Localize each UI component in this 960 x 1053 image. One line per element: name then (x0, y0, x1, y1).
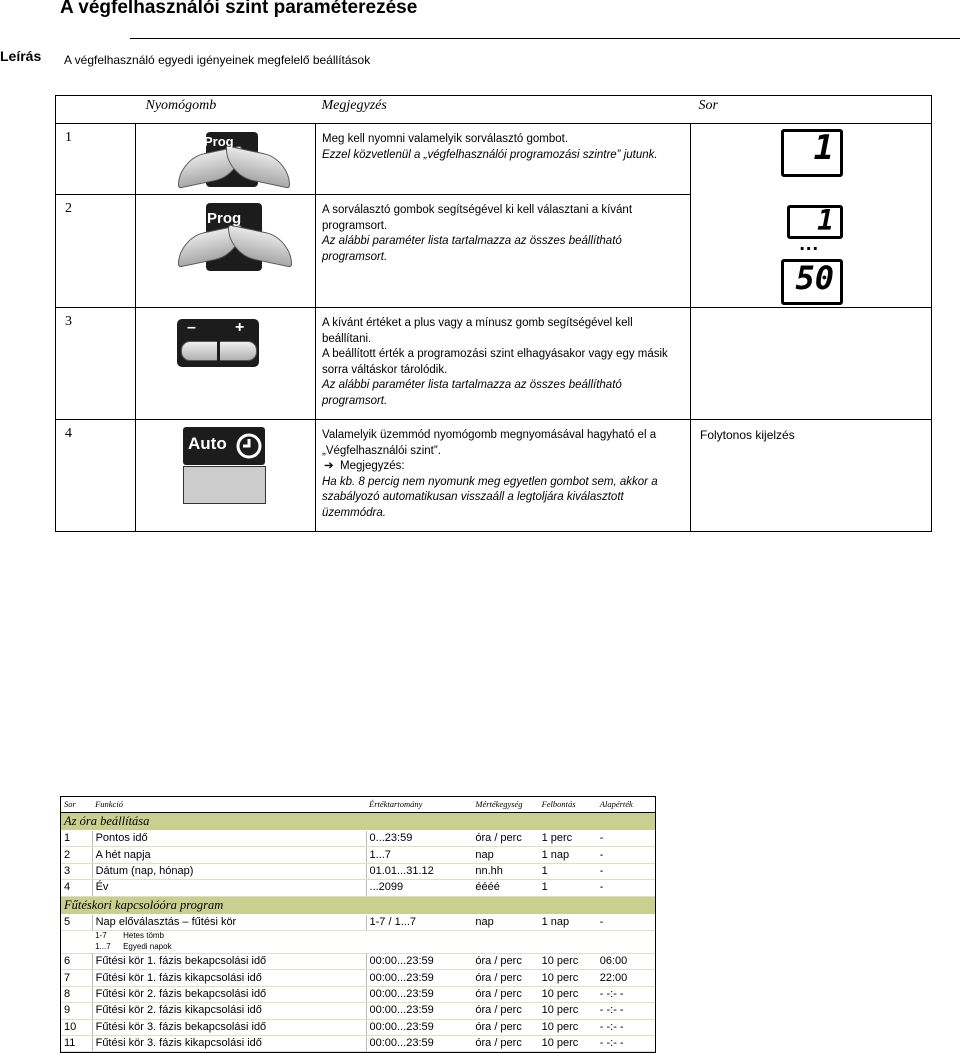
table-cell: 4 (61, 880, 92, 896)
table-cell: 1 perc (539, 831, 597, 847)
note-cell (316, 308, 691, 420)
lcd-dots: ... (799, 232, 819, 255)
title-divider (130, 38, 960, 39)
table-cell: Fűtési kör 1. fázis kikapcsolási idő (92, 970, 366, 986)
section-rows (61, 953, 655, 1051)
note-text: A kívánt értéket a plus vagy a mínusz gomb segítségével kell beállítani. (322, 317, 633, 345)
table-row (61, 986, 655, 1002)
prog-label: Prog (204, 134, 234, 149)
table-row (61, 847, 655, 863)
table-row (61, 863, 655, 879)
table-cell: - -:- - (597, 1019, 655, 1035)
table-cell: 2 (61, 847, 92, 863)
note-text-2: A beállított érték a programozási szint elhagyásakor vagy egy másik sorra váltáskor tárolódik. (322, 348, 668, 376)
table-cell: 00:00...23:59 (366, 986, 472, 1002)
table-cell: óra / perc (472, 1003, 538, 1019)
note-italic: Az alábbi paraméter lista tartalmazza az összes beállítható programsort. (322, 235, 622, 263)
arrow-icon: ➔ (324, 460, 334, 472)
button-cell (136, 308, 316, 420)
table-row (61, 970, 655, 986)
table-row (61, 831, 655, 847)
table-row: 5 Nap előválasztás – fűtési kör 1-7 / 1...7 nap 1 nap - (61, 914, 655, 930)
lcd-display-1: 1 (781, 129, 843, 177)
table-cell: 6 (61, 953, 92, 969)
table-row (61, 880, 655, 896)
auto-button-pad[interactable] (183, 466, 266, 504)
clock-icon (235, 432, 263, 460)
row-number: 1 (56, 124, 136, 195)
table-row (56, 195, 932, 308)
table-row (56, 124, 932, 195)
lcd-display-bottom: 50 (781, 259, 843, 305)
table-cell: 10 perc (539, 1035, 597, 1051)
table-cell: - (597, 880, 655, 896)
table-cell: óra / perc (472, 831, 538, 847)
prog-button[interactable] (176, 201, 286, 273)
procedure-table (55, 95, 932, 532)
table-cell: 00:00...23:59 (366, 1003, 472, 1019)
table-cell: 10 (61, 1019, 92, 1035)
table-cell: 00:00...23:59 (366, 1019, 472, 1035)
sor-cell (691, 124, 932, 195)
table-row (56, 420, 932, 532)
table-cell: óra / perc (472, 1019, 538, 1035)
table-cell: - (597, 847, 655, 863)
button-cell (136, 420, 316, 532)
table-header-row (56, 96, 932, 124)
table-cell: éééé (472, 880, 538, 896)
table-cell: 1 nap (539, 847, 597, 863)
table-cell: 1...7 (366, 847, 472, 863)
table-cell: - -:- - (597, 1035, 655, 1051)
table-cell: 10 perc (539, 986, 597, 1002)
note-cell (316, 420, 691, 532)
table-cell: 22:00 (597, 970, 655, 986)
prog-label: Prog (207, 210, 242, 227)
sub-row: 1-7 Hetes tömb (95, 931, 164, 941)
description-label: Leírás (0, 48, 42, 64)
table-cell: Fűtési kör 2. fázis kikapcsolási idő (92, 1003, 366, 1019)
plus-icon: + (235, 319, 245, 336)
section-header: Az óra beállítása (61, 813, 655, 831)
table-row (56, 308, 932, 420)
lcd-display-top: 1 (787, 205, 843, 239)
table-cell: 10 perc (539, 953, 597, 969)
header-megjegyzes: Megjegyzés (316, 96, 691, 124)
table-row (61, 1019, 655, 1035)
param-header-row: Sor Funkció Értéktartomány Mértékegység Felbontás Alapérték (61, 797, 655, 813)
table-cell: 00:00...23:59 (366, 970, 472, 986)
table-cell: Fűtési kör 3. fázis bekapcsolási idő (92, 1019, 366, 1035)
row-number: 4 (56, 420, 136, 532)
table-row (61, 1035, 655, 1051)
minus-icon: – (187, 319, 196, 336)
table-cell: óra / perc (472, 986, 538, 1002)
table-cell: Fűtési kör 1. fázis bekapcsolási idő (92, 953, 366, 969)
table-cell: 10 perc (539, 1003, 597, 1019)
table-cell: 1 (61, 831, 92, 847)
table-cell: 10 perc (539, 970, 597, 986)
table-cell: 1 (539, 863, 597, 879)
table-cell: 10 perc (539, 1019, 597, 1035)
note-text: Valamelyik üzemmód nyomógomb megnyomásával hagyható el a „Végfelhasználói szint”. (322, 429, 657, 457)
table-cell: Fűtési kör 2. fázis bekapcsolási idő (92, 986, 366, 1002)
table-cell: 06:00 (597, 953, 655, 969)
table-cell: - (597, 863, 655, 879)
table-cell: Pontos idő (92, 831, 366, 847)
description-text: A végfelhasználó egyedi igényeinek megfelelő beállítások (64, 53, 371, 67)
table-cell: 00:00...23:59 (366, 953, 472, 969)
plus-minus-button[interactable] (177, 319, 259, 367)
table-cell: 3 (61, 863, 92, 879)
table-cell: nn.hh (472, 863, 538, 879)
note-heading: Megjegyzés: (340, 460, 405, 472)
note-text: Meg kell nyomni valamelyik sorválasztó gombot. (322, 133, 569, 145)
note-italic: Ha kb. 8 percig nem nyomunk meg egyetlen gombot sem, akkor a szabályozó automatikusan visszaáll a legtoljára kiválasztott üzemmódra. (322, 475, 658, 519)
table-cell: 0...23:59 (366, 831, 472, 847)
table-cell: óra / perc (472, 953, 538, 969)
sor-cell (691, 195, 932, 308)
table-cell: 11 (61, 1035, 92, 1051)
table-cell: ...2099 (366, 880, 472, 896)
section-rows (61, 831, 655, 897)
table-cell: óra / perc (472, 1035, 538, 1051)
table-cell: - (597, 831, 655, 847)
header-sor: Sor (691, 96, 932, 124)
note-cell (316, 195, 691, 308)
table-cell: Fűtési kör 3. fázis kikapcsolási idő (92, 1035, 366, 1051)
row-number: 2 (56, 195, 136, 308)
table-cell: 01.01...31.12 (366, 863, 472, 879)
table-cell: 1 (539, 880, 597, 896)
note-italic: Ezzel közvetlenül a „végfelhasználói programozási szintre” jutunk. (322, 148, 658, 161)
table-cell: - -:- - (597, 986, 655, 1002)
parameter-table (60, 796, 656, 1053)
page-title: A végfelhasználói szint paraméterezése (60, 0, 418, 18)
table-cell: Dátum (nap, hónap) (92, 863, 366, 879)
table-row (61, 953, 655, 969)
auto-label: Auto (188, 434, 227, 453)
table-cell: - -:- - (597, 1003, 655, 1019)
sor-text: Folytonos kijelzés (691, 420, 932, 532)
note-text: A sorválasztó gombok segítségével ki kell választani a kívánt programsort. (322, 204, 633, 232)
table-cell: 7 (61, 970, 92, 986)
header-nyomogomb: Nyomógomb (136, 96, 316, 124)
auto-button[interactable] (183, 427, 265, 465)
table-cell: óra / perc (472, 970, 538, 986)
table-cell: nap (472, 847, 538, 863)
row-number: 3 (56, 308, 136, 420)
sor-cell (691, 308, 932, 420)
table-cell: A hét napja (92, 847, 366, 863)
table-cell: 00:00...23:59 (366, 1035, 472, 1051)
prog-button[interactable] (176, 130, 286, 190)
section-header: Fűtéskori kapcsolóóra program (61, 896, 655, 914)
note-italic: Az alábbi paraméter lista tartalmazza az összes beállítható programsort. (322, 379, 622, 407)
note-cell (316, 124, 691, 195)
table-cell: 9 (61, 1003, 92, 1019)
table-cell: 8 (61, 986, 92, 1002)
table-cell: Év (92, 880, 366, 896)
button-cell (136, 124, 316, 195)
button-cell (136, 195, 316, 308)
sub-row: 1...7 Egyedi napok (61, 942, 655, 954)
table-row (61, 1003, 655, 1019)
